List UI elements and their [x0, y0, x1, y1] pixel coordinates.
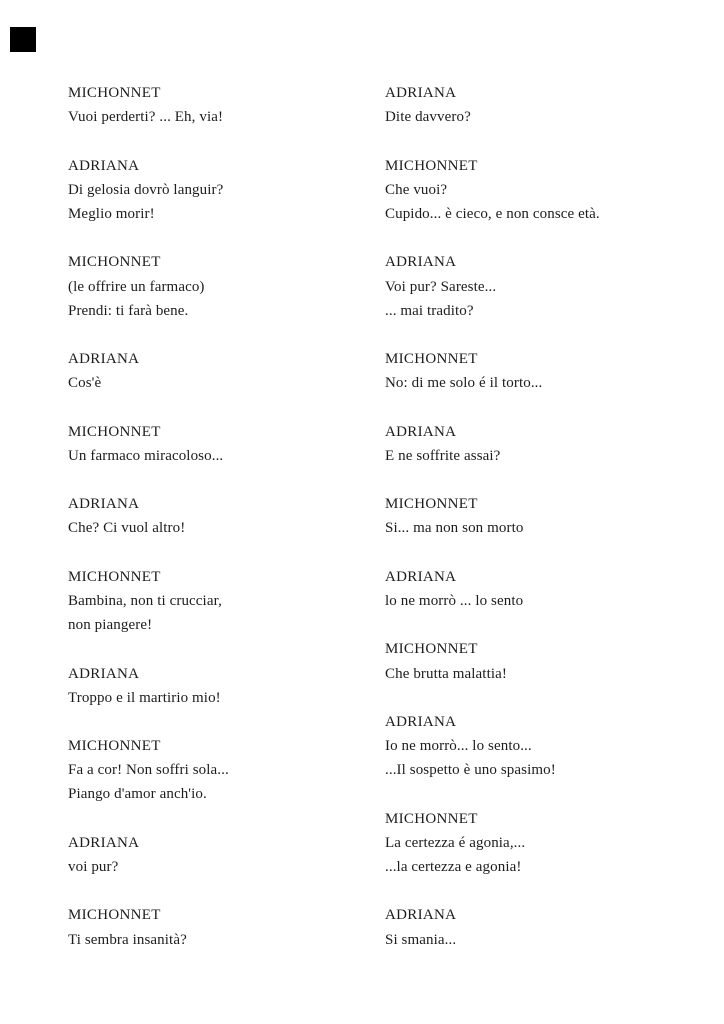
dialogue-line: Che vuoi?	[385, 181, 448, 198]
dialogue-block	[68, 903, 373, 951]
dialogue-line: Prendi: ti farà bene.	[68, 302, 189, 319]
dialogue-block	[385, 492, 715, 540]
speaker-name: MICHONNET	[68, 254, 161, 271]
dialogue-line: Di gelosia dovrò languir?	[68, 181, 224, 198]
dialogue-line: No: di me solo é il torto...	[385, 375, 543, 392]
dialogue-block	[68, 81, 373, 129]
dialogue-block	[385, 154, 715, 227]
dialogue-block	[68, 831, 373, 879]
speaker-name: MICHONNET	[68, 568, 161, 585]
dialogue-line: Meglio morir!	[68, 205, 155, 222]
dialogue-line: Cupido... è cieco, e non consce età.	[385, 205, 600, 222]
speaker-name: MICHONNET	[385, 496, 478, 513]
dialogue-line: Che? Ci vuol altro!	[68, 520, 186, 537]
dialogue-block	[385, 250, 715, 323]
dialogue-block	[385, 420, 715, 468]
dialogue-block	[385, 347, 715, 395]
dialogue-block	[385, 807, 715, 880]
dialogue-line: Fa a cor! Non soffri sola...	[68, 762, 229, 779]
dialogue-block	[385, 81, 715, 129]
dialogue-block	[68, 347, 373, 395]
dialogue-line: Bambina, non ti crucciar,	[68, 592, 222, 609]
speaker-name: ADRIANA	[68, 834, 140, 851]
dialogue-block	[68, 734, 373, 807]
dialogue-line: Cos'è	[68, 375, 102, 392]
dialogue-line: Si smania...	[385, 931, 457, 948]
speaker-name: ADRIANA	[385, 568, 457, 585]
speaker-name: MICHONNET	[68, 738, 161, 755]
dialogue-line: ...Il sospetto è uno spasimo!	[385, 762, 556, 779]
speaker-name: ADRIANA	[385, 423, 457, 440]
speaker-name: MICHONNET	[68, 907, 161, 924]
speaker-name: ADRIANA	[385, 713, 457, 730]
dialogue-block	[385, 710, 715, 783]
speaker-name: MICHONNET	[385, 810, 478, 827]
dialogue-block	[68, 662, 373, 710]
dialogue-line: Voi pur? Sareste...	[385, 278, 497, 295]
dialogue-line: lo ne morrò ... lo sento	[385, 592, 524, 609]
speaker-name: MICHONNET	[385, 641, 478, 658]
dialogue-line: Io ne morrò... lo sento...	[385, 738, 532, 755]
dialogue-line: (le offrire un farmaco)	[68, 278, 205, 295]
speaker-name: MICHONNET	[385, 157, 478, 174]
dialogue-line: Piango d'amor anch'io.	[68, 786, 207, 803]
dialogue-line: Si... ma non son morto	[385, 520, 524, 537]
speaker-name: ADRIANA	[68, 351, 140, 368]
dialogue-column-left	[68, 81, 373, 976]
dialogue-block	[68, 420, 373, 468]
speaker-name: ADRIANA	[68, 496, 140, 513]
speaker-name: ADRIANA	[385, 85, 457, 101]
dialogue-line: E ne soffrite assai?	[385, 447, 501, 464]
dialogue-block	[68, 492, 373, 540]
speaker-name: MICHONNET	[385, 351, 478, 368]
dialogue-line: Vuoi perderti? ... Eh, via!	[68, 109, 224, 126]
dialogue-block	[385, 637, 715, 685]
dialogue-line: Un farmaco miracoloso...	[68, 447, 224, 464]
dialogue-block	[68, 250, 373, 323]
dialogue-block	[385, 565, 715, 613]
dialogue-column-right	[385, 81, 715, 976]
speaker-name: MICHONNET	[68, 423, 161, 440]
scan-artifact-square-icon	[10, 27, 36, 52]
dialogue-line: ...la certezza e agonia!	[385, 859, 522, 875]
speaker-name: ADRIANA	[68, 157, 140, 174]
dialogue-line: Ti sembra insanità?	[68, 931, 187, 948]
speaker-name: ADRIANA	[68, 665, 140, 682]
dialogue-block	[68, 565, 373, 638]
dialogue-block	[68, 154, 373, 227]
dialogue-line: voi pur?	[68, 859, 119, 875]
dialogue-line: Dite davvero?	[385, 109, 471, 126]
speaker-name: ADRIANA	[385, 907, 457, 924]
dialogue-line: Che brutta malattia!	[385, 665, 507, 682]
dialogue-line: Troppo e il martirio mio!	[68, 689, 221, 706]
dialogue-line: ... mai tradito?	[385, 302, 474, 319]
dialogue-block	[385, 903, 715, 951]
dialogue-line: non piangere!	[68, 617, 153, 634]
speaker-name: ADRIANA	[385, 254, 457, 271]
dialogue-line: La certezza é agonia,...	[385, 834, 526, 851]
speaker-name: MICHONNET	[68, 85, 161, 101]
